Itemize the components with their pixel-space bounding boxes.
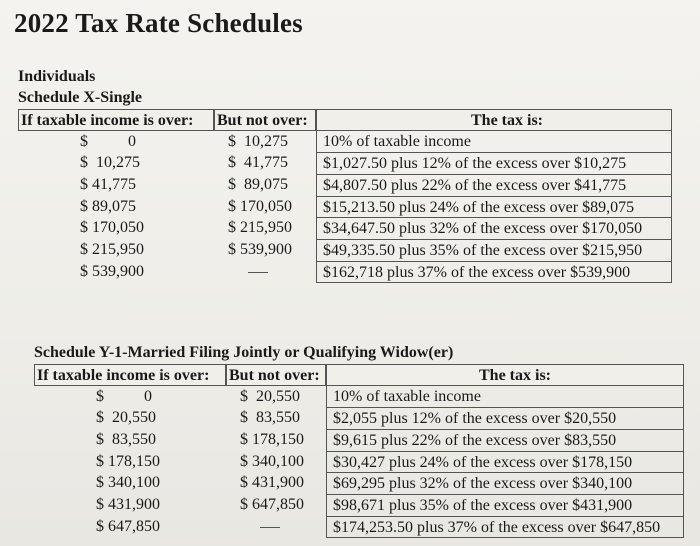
- cell-tax: 10% of taxable income: [326, 386, 684, 408]
- individuals-label: Individuals: [18, 68, 96, 85]
- cell-tax: $69,295 plus 32% of the excess over $340,100: [326, 472, 684, 494]
- table-row: [34, 386, 684, 408]
- table-row: [34, 516, 684, 538]
- table-row: [18, 131, 672, 153]
- table-header-row: [34, 364, 684, 386]
- cell-over: $ 170,050: [80, 219, 144, 237]
- cell-tax: $9,615 plus 22% of the excess over $83,550: [326, 429, 684, 451]
- cell-tax: $1,027.50 plus 12% of the excess over $10,275: [316, 152, 672, 174]
- table-row: [18, 217, 672, 239]
- cell-tax: $162,718 plus 37% of the excess over $539,900: [316, 261, 672, 283]
- header-not-over: But not over:: [226, 364, 326, 386]
- cell-over: $ 41,775: [80, 176, 136, 194]
- cell-not-over-dash: [214, 261, 316, 283]
- table-row: [18, 261, 672, 283]
- schedule-y1-title: Schedule Y-1-Married Filing Jointly or Qualifying Widow(er): [34, 344, 454, 361]
- cell-over: $ 340,100: [96, 474, 160, 492]
- cell-not-over: $ 431,900: [240, 474, 304, 492]
- cell-over: $ 178,150: [96, 452, 160, 470]
- cell-not-over: $ 539,900: [228, 241, 292, 259]
- table-row: [34, 429, 684, 451]
- cell-not-over: $ 647,850: [240, 496, 304, 514]
- schedule-x-title: Schedule X-Single: [18, 89, 143, 106]
- schedule-x-rows: [18, 131, 672, 283]
- schedule-y1-table: [34, 364, 684, 538]
- cell-not-over: $ 89,075: [228, 176, 288, 194]
- schedule-x-table: [18, 109, 672, 283]
- cell-not-over-dash: [226, 516, 326, 538]
- cell-not-over: $ 83,550: [240, 409, 300, 427]
- header-tax: The tax is:: [316, 109, 672, 131]
- cell-over: $ 647,850: [96, 517, 160, 535]
- cell-over: $ 431,900: [96, 496, 160, 514]
- table-header-row: [18, 109, 672, 131]
- cell-over: $ 89,075: [80, 197, 136, 215]
- page-title: 2022 Tax Rate Schedules: [14, 8, 303, 38]
- cell-over: $ 215,950: [80, 241, 144, 259]
- dash-mark: [248, 272, 268, 273]
- cell-tax: $4,807.50 plus 22% of the excess over $41,775: [316, 174, 672, 196]
- table-row: [34, 494, 684, 516]
- schedule-y1-rows: [34, 386, 684, 538]
- cell-over: $ 0: [96, 387, 152, 405]
- cell-tax: $2,055 plus 12% of the excess over $20,550: [326, 407, 684, 429]
- cell-tax: $174,253.50 plus 37% of the excess over $647,850: [326, 516, 684, 538]
- header-over: If taxable income is over:: [34, 364, 226, 386]
- cell-tax: $30,427 plus 24% of the excess over $178,150: [326, 451, 684, 473]
- cell-over: $ 539,900: [80, 262, 144, 280]
- table-row: [34, 451, 684, 473]
- cell-not-over: $ 20,550: [240, 387, 300, 405]
- cell-over: $ 0: [80, 132, 136, 150]
- cell-tax: $34,647.50 plus 32% of the excess over $170,050: [316, 217, 672, 239]
- cell-not-over: $ 178,150: [240, 431, 304, 449]
- dash-mark: [260, 527, 280, 528]
- table-row: [34, 472, 684, 494]
- cell-not-over: $ 215,950: [228, 219, 292, 237]
- table-row: [18, 239, 672, 261]
- cell-not-over: $ 41,775: [228, 154, 288, 172]
- table-row: [34, 407, 684, 429]
- cell-not-over: $ 340,100: [240, 452, 304, 470]
- cell-tax: $49,335.50 plus 35% of the excess over $215,950: [316, 239, 672, 261]
- cell-tax: 10% of taxable income: [316, 131, 672, 153]
- cell-tax: $15,213.50 plus 24% of the excess over $89,075: [316, 196, 672, 218]
- table-row: [18, 174, 672, 196]
- cell-over: $ 83,550: [96, 431, 156, 449]
- table-row: [18, 196, 672, 218]
- cell-not-over: $ 10,275: [228, 132, 288, 150]
- cell-over: $ 10,275: [80, 154, 140, 172]
- cell-over: $ 20,550: [96, 409, 156, 427]
- table-row: [18, 152, 672, 174]
- cell-not-over: $ 170,050: [228, 197, 292, 215]
- cell-tax: $98,671 plus 35% of the excess over $431,900: [326, 494, 684, 516]
- header-over: If taxable income is over:: [18, 109, 214, 131]
- header-tax: The tax is:: [326, 364, 684, 386]
- header-not-over: But not over:: [214, 109, 316, 131]
